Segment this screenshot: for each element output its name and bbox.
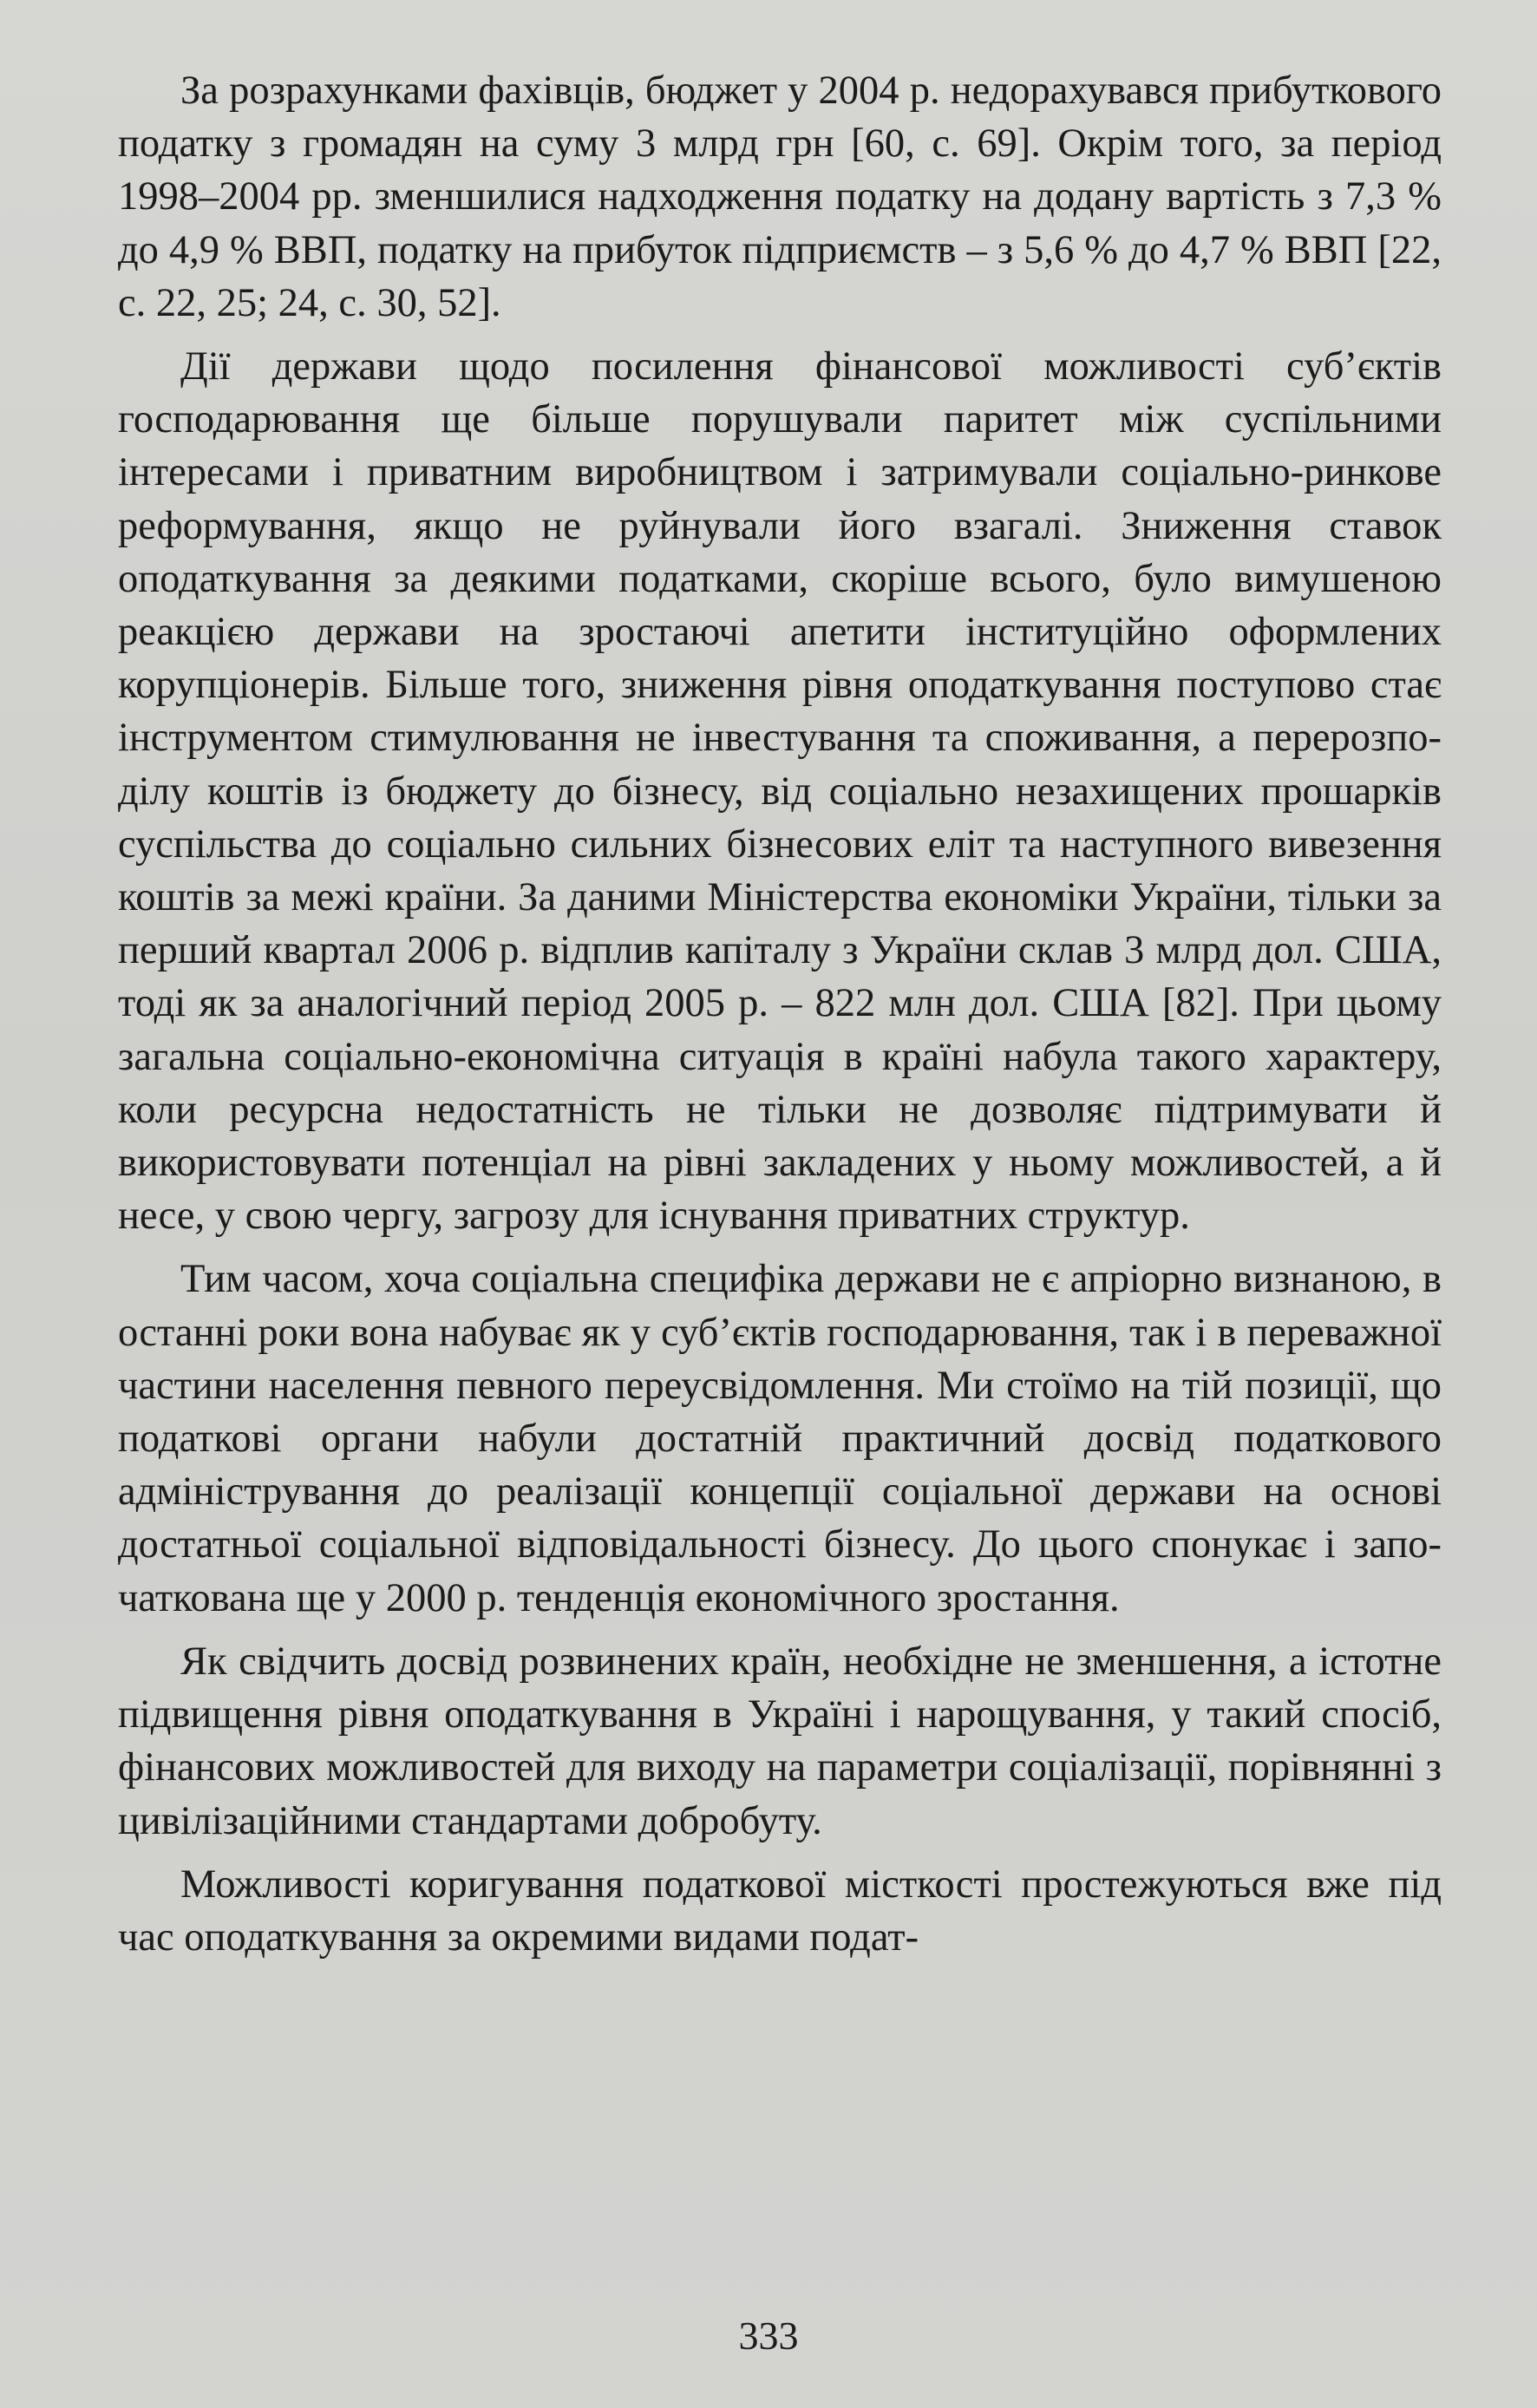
body-text <box>118 64 1442 1964</box>
paragraph-3: Тим часом, хоча соціальна специфіка держави не є апріорно визнаною, в останні роки вона набуває як у суб’єктів господарювання, так і в переважної частини населення певного переусвідомлення. Ми стоїмо на тій позиції, що податкові органи набули достатній практичний досвід податкового адміністрування до реалізації концепції соціальної держави на основі достатньої соціальної відповідальності бізнесу. До цього спонукає і започаткована ще у 2000 р. тенденція економічного зростання. <box>118 1257 1442 1620</box>
page-number: 333 <box>738 2313 799 2358</box>
paragraph-1: За розрахунками фахівців, бюджет у 2004 р. недорахувався прибуткового податку з громадян на суму 3 млрд грн [60, с. 69]. Окрім того, за період 1998–2004 рр. зменшилися надходження податку на додану вартість з 7,3 % до 4,9 % ВВП, податку на прибуток підприємств – з 5,6 % до 4,7 % ВВП [22, с. 22, 25; 24, с. 30, 52]. <box>118 69 1442 325</box>
paragraph-4: Як свідчить досвід розвинених країн, необхідне не зменшення, а істотне підвищення рівня оподаткування в Україні і нарощування, у такий спосіб, фінансових можливостей для виходу на параметри соціалізації, порівнянні з цивілізаційними стандартами добробуту. <box>118 1639 1442 1843</box>
paragraph-5: Можливості коригування податкової місткості простежуються вже під час оподаткування за окремими видами подат- <box>118 1862 1442 1960</box>
paragraph-2: Дії держави щодо посилення фінансової можливості суб’єктів господарювання ще більше порушували паритет між суспільними інтересами і приватним виробництвом і затримували соціально-ринкове реформування, якщо не руйнували його взагалі. Зниження ставок оподаткування за деякими податками, скоріше всього, було вимушеною реакцією держави на зростаючі апетити інституційно оформлених корупціонерів. Більше того, зниження рівня оподаткування поступово стає інструментом стимулювання не інвестування та споживання, а перерозподілу коштів із бюджету до бізнесу, від соціально незахищених прошарків суспільства до соціально сильних бізнесових еліт та наступного вивезення коштів за межі країни. За даними Міністерства економіки України, тільки за перший квартал 2006 р. відплив капіталу з України склав 3 млрд дол. США, тоді як за аналогічний період 2005 р. – 822 млн дол. США [82]. При цьому загальна соціально-економічна ситуація в країні набула такого характеру, коли ресурсна недостатність не тільки не дозволяє підтримувати й використовувати потенціал на рівні закладених у ньому можливостей, а й несе, у свою чергу, загрозу для існування приватних структур. <box>118 344 1442 1239</box>
